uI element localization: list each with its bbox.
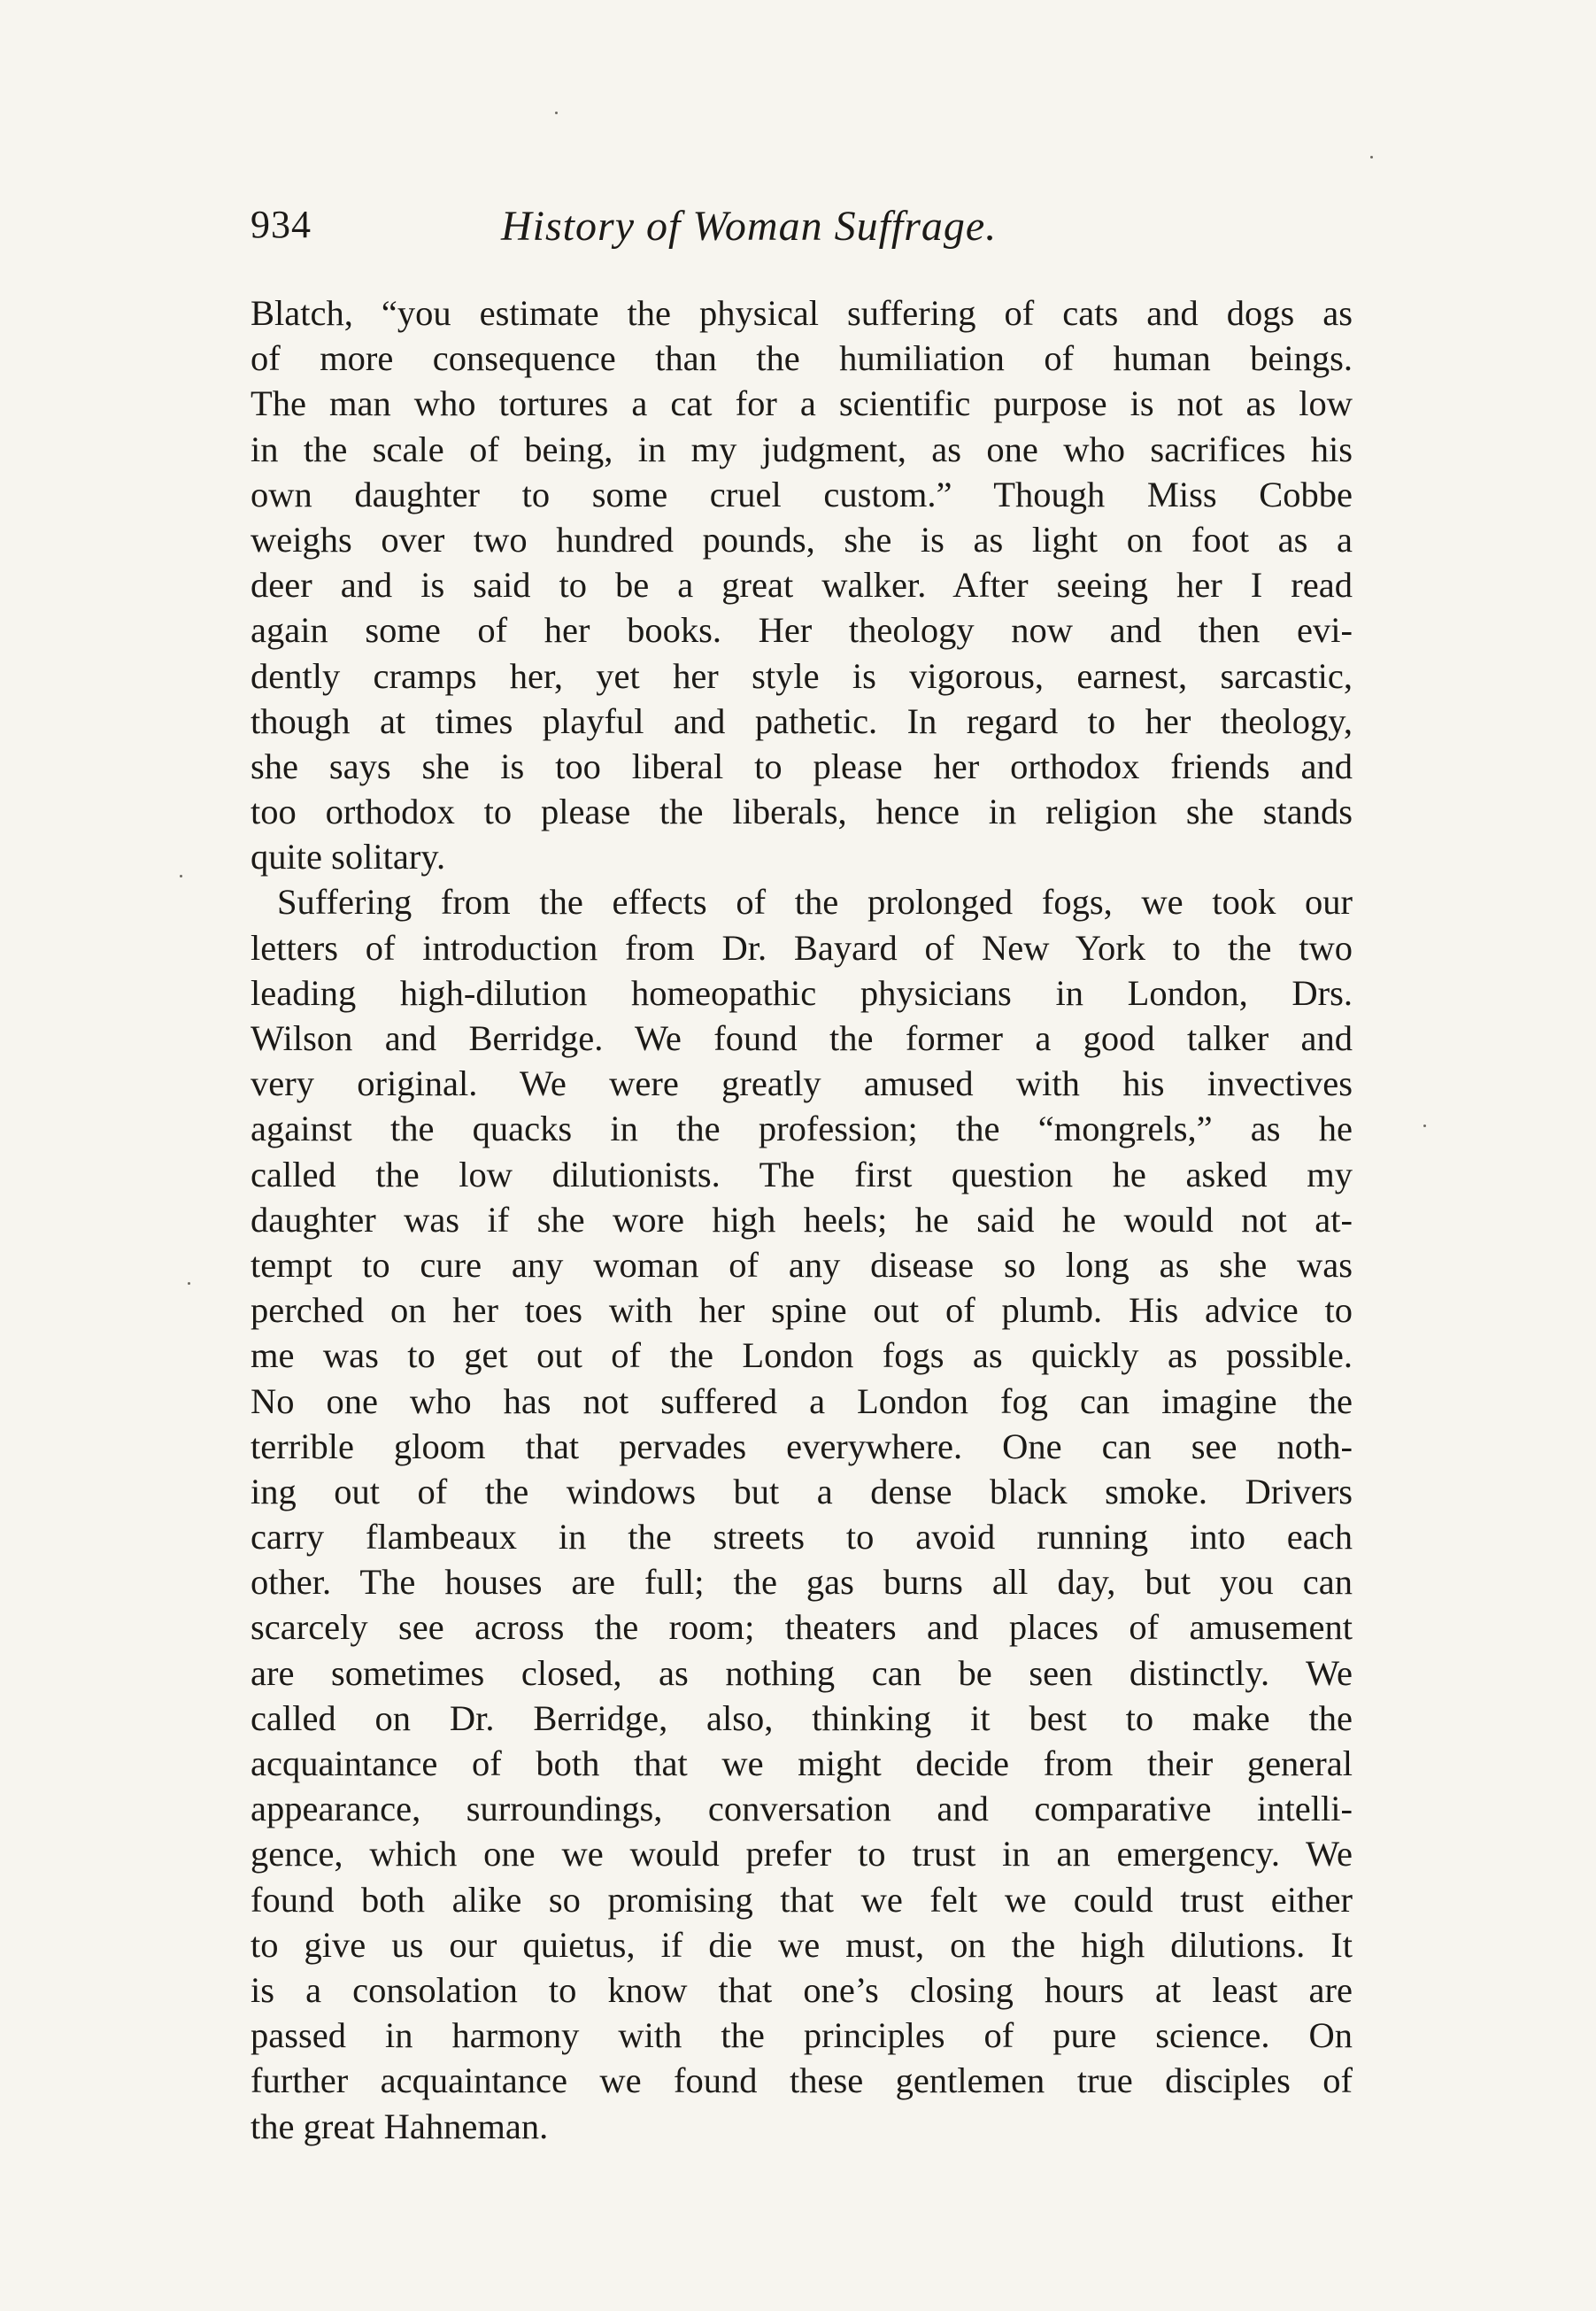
text-line: own daughter to some cruel custom.” Though Miss Cobbe [251, 474, 1353, 514]
text-line: No one who has not suffered a London fog can imagine the [251, 1380, 1353, 1421]
text-line: carry flambeaux in the streets to avoid running into each [251, 1517, 1353, 1557]
paragraph [251, 290, 1353, 879]
print-speck [1370, 156, 1373, 158]
text-line: tempt to cure any woman of any disease so long as she was [251, 1244, 1353, 1285]
text-line: Blatch, “you estimate the physical suffering of cats and dogs as [251, 293, 1353, 333]
page-number: 934 [251, 203, 312, 246]
text-line: appearance, surroundings, conversation and comparative intelli- [251, 1789, 1353, 1829]
text-line: The man who tortures a cat for a scientific purpose is not as low [251, 383, 1353, 424]
text-line: again some of her books. Her theology now and then evi- [251, 610, 1353, 651]
text-line: is a consolation to know that one’s closing hours at least are [251, 1969, 1353, 2010]
text-line: weighs over two hundred pounds, she is as light on foot as a [251, 519, 1353, 560]
text-line: against the quacks in the profession; the “mongrels,” as he [251, 1109, 1353, 1149]
text-line: me was to get out of the London fogs as quickly as possible. [251, 1335, 1353, 1376]
text-line: the great Hahneman. [251, 2106, 549, 2146]
text-line: called on Dr. Berridge, also, thinking it best to make the [251, 1697, 1353, 1738]
text-line: other. The houses are full; the gas burns all day, but you can [251, 1562, 1353, 1603]
text-line: very original. We were greatly amused with his invectives [251, 1063, 1353, 1104]
body-text [251, 290, 1353, 2149]
text-line: daughter was if she wore high heels; he said he would not at- [251, 1199, 1353, 1240]
text-line: to give us our quietus, if die we must, on the high dilutions. It [251, 1924, 1353, 1965]
text-line: called the low dilutionists. The first question he asked my [251, 1154, 1353, 1194]
text-line: gence, which one we would prefer to trust in an emergency. We [251, 1834, 1353, 1874]
text-line: though at times playful and pathetic. In regard to her theology, [251, 700, 1353, 741]
print-speck [555, 112, 558, 114]
running-title: History of Woman Suffrage. [501, 203, 998, 250]
text-line: deer and is said to be a great walker. After seeing her I read [251, 565, 1353, 606]
text-line: in the scale of being, in my judgment, as one who sacrifices his [251, 429, 1353, 469]
text-line: ing out of the windows but a dense black smoke. Drivers [251, 1471, 1353, 1511]
text-line: Suffering from the effects of the prolonged fogs, we took our [277, 882, 1353, 923]
text-line: she says she is too liberal to please her orthodox friends and [251, 746, 1353, 786]
print-speck [1423, 1125, 1426, 1127]
running-head [251, 202, 1348, 264]
text-line: dently cramps her, yet her style is vigorous, earnest, sarcastic, [251, 655, 1353, 696]
text-line: passed in harmony with the principles of pure science. On [251, 2015, 1353, 2056]
text-line: Wilson and Berridge. We found the former a good talker and [251, 1018, 1353, 1058]
text-line: are sometimes closed, as nothing can be seen distinctly. We [251, 1652, 1353, 1693]
text-line: perched on her toes with her spine out of plumb. His advice to [251, 1290, 1353, 1331]
print-speck [188, 1282, 190, 1285]
text-line: letters of introduction from Dr. Bayard of New York to the two [251, 927, 1353, 968]
text-line: further acquaintance we found these gentlemen true disciples of [251, 2060, 1353, 2101]
text-line: leading high-dilution homeopathic physicians in London, Drs. [251, 972, 1353, 1013]
text-line: terrible gloom that pervades everywhere. One can see noth- [251, 1426, 1353, 1466]
text-line: acquaintance of both that we might decide from their general [251, 1743, 1353, 1783]
text-line: quite solitary. [251, 837, 446, 877]
text-line: scarcely see across the room; theaters and places of amusement [251, 1607, 1353, 1648]
text-line: found both alike so promising that we felt we could trust either [251, 1879, 1353, 1920]
text-line: of more consequence than the humiliation of human beings. [251, 338, 1353, 379]
print-speck [180, 875, 182, 877]
paragraph [251, 879, 1353, 2148]
text-line: too orthodox to please the liberals, hence in religion she stands [251, 792, 1353, 832]
